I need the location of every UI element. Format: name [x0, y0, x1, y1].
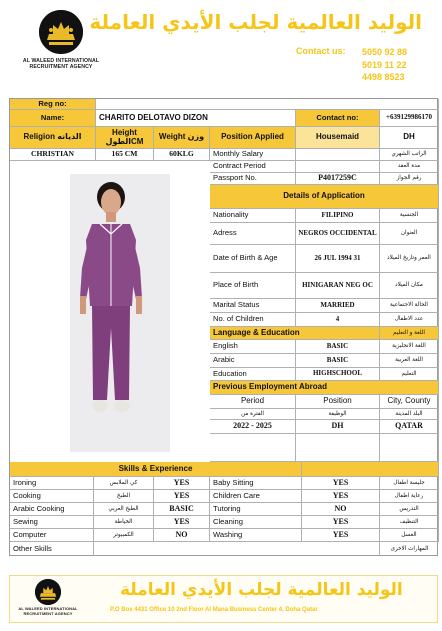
prev-col-period-ar: الفترة من	[210, 409, 296, 420]
skill-label: Computer	[10, 529, 94, 542]
language-heading: Language & Education	[210, 327, 380, 340]
skill-value: YES	[302, 516, 380, 529]
detail-value: FILIPINO	[296, 209, 380, 223]
prev-col-position: Position	[296, 395, 380, 409]
detail-ar: عدد الاطفال	[380, 313, 439, 327]
phone-number: 5050 92 88	[362, 47, 408, 57]
footer-logo	[16, 579, 80, 616]
detail-value: MARRIED	[296, 299, 380, 313]
skill-value: YES	[302, 490, 380, 503]
contact-label: Contact us:	[296, 46, 346, 56]
skill-label: Baby Sitting	[210, 477, 302, 490]
skills-heading-filler	[302, 462, 439, 477]
detail-ar: الجنسية	[380, 209, 439, 223]
skill-label: Children Care	[210, 490, 302, 503]
education-ar: التعليم	[380, 368, 439, 381]
language-ar: اللغة العربية	[380, 354, 439, 368]
skill-ar: كي الملابس	[94, 477, 154, 490]
contact-no-label: Contact no:	[296, 110, 380, 127]
detail-label: Date of Birth & Age	[210, 245, 296, 273]
contact-no-value: +639129986170	[380, 110, 439, 127]
footer-arabic-title: الوليد العالمية لجلب الأيدي العاملة	[120, 580, 403, 600]
skill-ar: الغسل	[380, 529, 439, 542]
other-skills-ar: المهارات الاخرى	[390, 545, 429, 552]
skill-ar: التنظيف	[380, 516, 439, 529]
reg-no-label: Reg no:	[10, 99, 96, 110]
detail-ar: مكان الميلاد	[380, 273, 439, 299]
monthly-salary-value	[296, 149, 380, 161]
prev-col-city: City, County	[380, 395, 439, 409]
passport-value: P4017259C	[296, 173, 380, 185]
position-code: DH	[380, 127, 439, 149]
skill-value: YES	[302, 477, 380, 490]
contract-period-value	[296, 161, 380, 173]
skill-value: YES	[154, 516, 210, 529]
detail-ar: الحالة الاجتماعية	[380, 299, 439, 313]
detail-value: 4	[296, 313, 380, 327]
header	[6, 4, 436, 86]
detail-label: Marital Status	[210, 299, 296, 313]
height-label: Height الطولCM	[96, 127, 154, 149]
language-heading-ar: اللغة و التعليم	[380, 327, 439, 340]
religion-label: Religion الديانه	[10, 127, 96, 149]
prev-period-value: 2022 - 2025	[210, 420, 296, 434]
skill-ar: الكمبيوتر	[94, 529, 154, 542]
details-heading: Details of Application	[210, 185, 439, 209]
skill-value: YES	[154, 477, 210, 490]
position-applied-value: Housemaid	[296, 127, 380, 149]
prev-empty-cell	[210, 434, 296, 462]
footer	[9, 575, 438, 623]
language-label: English	[210, 340, 296, 354]
logo-emblem-icon	[35, 579, 61, 605]
position-applied-label: Position Applied	[210, 127, 296, 149]
detail-label: Nationality	[210, 209, 296, 223]
language-value: BASIC	[296, 354, 380, 368]
education-value: HIGHSCHOOL	[296, 368, 380, 381]
skill-value: BASIC	[154, 503, 210, 516]
prev-col-city-ar: البلد المدينة	[380, 409, 439, 420]
monthly-salary-label: Monthly Salary	[210, 149, 296, 161]
phone-number: 5019 11 22	[362, 59, 407, 70]
skill-label: Arabic Cooking	[10, 503, 94, 516]
prev-empty-cell	[296, 434, 380, 462]
detail-value: HINIGARAN NEG OC	[296, 273, 380, 299]
detail-value: NEGROS OCCIDENTAL	[296, 223, 380, 245]
skill-value: NO	[154, 529, 210, 542]
detail-label: No. of Children	[210, 313, 296, 327]
phone-number: 4498 8523	[362, 72, 405, 82]
skill-label: Washing	[210, 529, 302, 542]
skill-label: Cleaning	[210, 516, 302, 529]
logo-text: AL WALEED INTERNATIONAL RECRUITMENT AGENCY	[22, 58, 100, 70]
height-value: 165 CM	[96, 149, 154, 161]
contact-phones	[362, 46, 407, 84]
skill-ar: جليسة اطفال	[380, 477, 439, 490]
religion-value: CHRISTIAN	[10, 149, 96, 161]
prev-col-period: Period	[210, 395, 296, 409]
application-form	[9, 98, 438, 556]
monthly-salary-ar: الراتب الشهري	[380, 149, 439, 161]
detail-value: 26 JUL 1994 31	[296, 245, 380, 273]
detail-ar: العمر وتاريخ الميلاد	[380, 245, 439, 273]
detail-label: Place of Birth	[210, 273, 296, 299]
skill-label: Cooking	[10, 490, 94, 503]
skill-value: NO	[302, 503, 380, 516]
logo-emblem-icon	[39, 10, 83, 54]
skill-label: Ironing	[10, 477, 94, 490]
passport-ar: رقم الجواز	[380, 173, 439, 185]
passport-label: Passport No.	[210, 173, 296, 185]
education-label: Education	[210, 368, 296, 381]
other-skills-label: Other Skills	[10, 542, 94, 556]
skill-label: Sewing	[10, 516, 94, 529]
skill-ar: التدريس	[380, 503, 439, 516]
prev-position-value: DH	[296, 420, 380, 434]
contract-period-label: Contract Period	[210, 161, 296, 173]
skill-value: YES	[154, 490, 210, 503]
skill-ar: رعاية اطفال	[380, 490, 439, 503]
language-ar: اللغة الانجليزية	[380, 340, 439, 354]
prev-employment-heading: Previous Employment Abroad	[210, 381, 439, 395]
prev-empty-cell	[380, 434, 439, 462]
other-skills-value	[94, 542, 380, 556]
name-label: Name:	[10, 110, 96, 127]
skill-value: YES	[302, 529, 380, 542]
skill-label: Tutoring	[210, 503, 302, 516]
skill-ar: الطبخ	[94, 490, 154, 503]
prev-col-position-ar: الوظيفة	[296, 409, 380, 420]
footer-logo-text: AL WALEED INTERNATIONAL RECRUITMENT AGENCY	[18, 606, 78, 616]
language-value: BASIC	[296, 340, 380, 354]
name-value: CHARITO DELOTAVO DIZON	[96, 110, 296, 127]
language-label: Arabic	[210, 354, 296, 368]
agency-arabic-title: الوليد العالمية لجلب الأيدي العاملة	[89, 10, 422, 34]
skill-ar: الطبخ العربي	[94, 503, 154, 516]
contract-period-ar: مدة العقد	[380, 161, 439, 173]
prev-city-value: QATAR	[380, 420, 439, 434]
applicant-photo	[12, 168, 207, 453]
reg-no-value	[96, 99, 439, 110]
weight-label: Weight وزن	[154, 127, 210, 149]
skills-heading: Skills & Experience	[10, 462, 302, 477]
weight-value: 60KLG	[154, 149, 210, 161]
detail-label: Adress	[210, 223, 296, 245]
footer-address: P.O Box 4431 Office 10 2nd Floor Al Mana Business Center 4, Doha Qatar	[110, 607, 318, 613]
detail-ar: العنوان	[380, 223, 439, 245]
skill-ar: الخياطة	[94, 516, 154, 529]
